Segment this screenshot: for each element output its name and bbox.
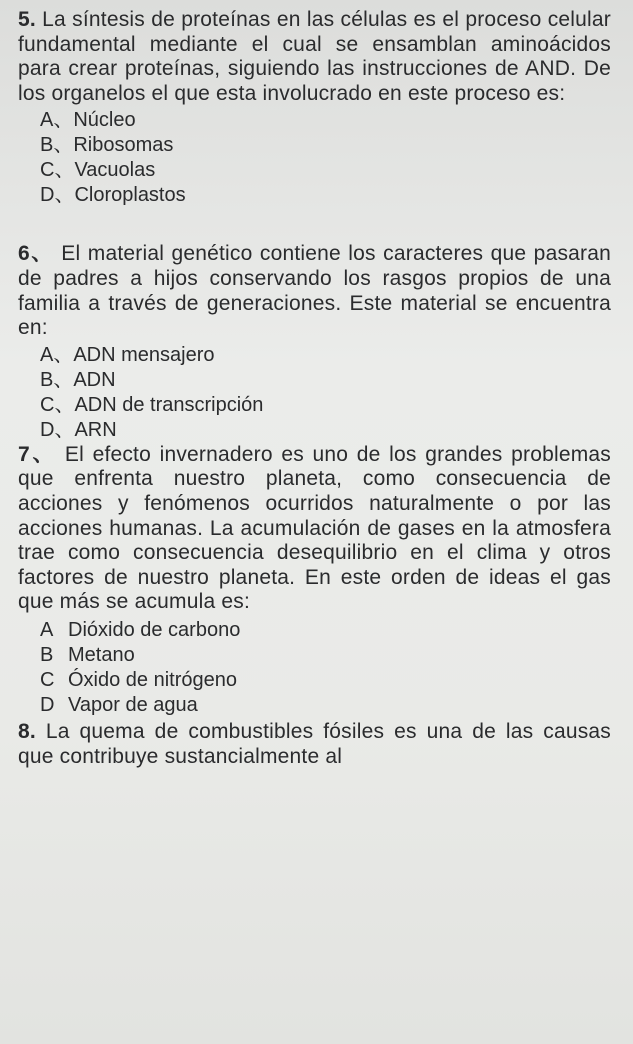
question-stem [18,443,611,615]
option-text: Vapor de agua [68,693,198,716]
option-letter: D、 [40,418,75,441]
question-stem [18,242,611,340]
option-letter: A [40,618,54,641]
question-stem [18,8,611,106]
option-letter: C、 [40,159,75,182]
option-text: ADN de transcripción [74,393,264,416]
option-d[interactable] [40,183,611,208]
option-d[interactable] [40,693,611,718]
option-c[interactable] [40,668,611,693]
option-letter: B [40,643,54,666]
option-text: Dióxido de carbono [68,618,241,641]
question-text: El material genético contiene los caracteres que pasaran de padres a hijos conservando los rasgos propios de una familia a través de generaciones. Este material se encuentra en: [18,242,611,340]
question-5 [18,8,611,208]
option-c[interactable] [40,393,611,418]
option-letter: A、 [40,343,74,366]
option-text: ARN [74,418,117,441]
question-text: La síntesis de proteínas en las células es el proceso celular fundamental mediante el cual se ensamblan aminoácidos para crear proteínas, siguiendo las instrucciones de AND. De los organelos el que esta involucrado en este proceso es: [18,8,611,105]
answer-options [18,618,611,718]
option-letter: C、 [40,393,75,416]
question-text: La quema de combustibles fósiles es una de las causas que contribuye sustancialmente al [18,719,611,768]
option-text: Cloroplastos [74,184,186,207]
option-b[interactable] [40,643,611,668]
question-8 [18,720,611,769]
question-number: 8. [18,719,36,743]
option-b[interactable] [40,133,611,158]
option-a[interactable] [40,108,611,133]
answer-options [18,343,611,443]
option-a[interactable] [40,343,611,368]
option-d[interactable] [40,418,611,443]
question-number: 6、 [18,242,54,266]
option-letter: C [40,668,55,691]
option-letter: B、 [40,134,74,157]
option-letter: A、 [40,109,74,132]
answer-options [18,108,611,208]
question-text: El efecto invernadero es uno de los grandes problemas que enfrenta nuestro planeta, como consecuencia de acciones y fenómenos ocurridos naturalmente o por las acciones humanas. La acumulación de gases en la atmosfera trae como consecuencia desequilibrio en el clima y otros factores de nuestro planeta. En este orden de ideas el gas que más se acumula es: [18,442,611,614]
question-6 [18,242,611,442]
question-stem [18,720,611,769]
option-text: ADN [73,368,116,391]
question-number: 7、 [18,442,57,466]
option-letter: B、 [40,368,74,391]
option-letter: D、 [40,184,75,207]
option-text: Óxido de nitrógeno [68,668,238,691]
option-c[interactable] [40,158,611,183]
option-b[interactable] [40,368,611,393]
question-7 [18,443,611,718]
option-text: Vacuolas [74,159,156,182]
option-text: ADN mensajero [73,343,215,366]
option-a[interactable] [40,618,611,643]
option-letter: D [40,693,55,716]
option-text: Metano [68,643,135,666]
option-text: Ribosomas [73,134,174,157]
question-number: 5. [18,8,36,31]
option-text: Núcleo [73,109,136,132]
